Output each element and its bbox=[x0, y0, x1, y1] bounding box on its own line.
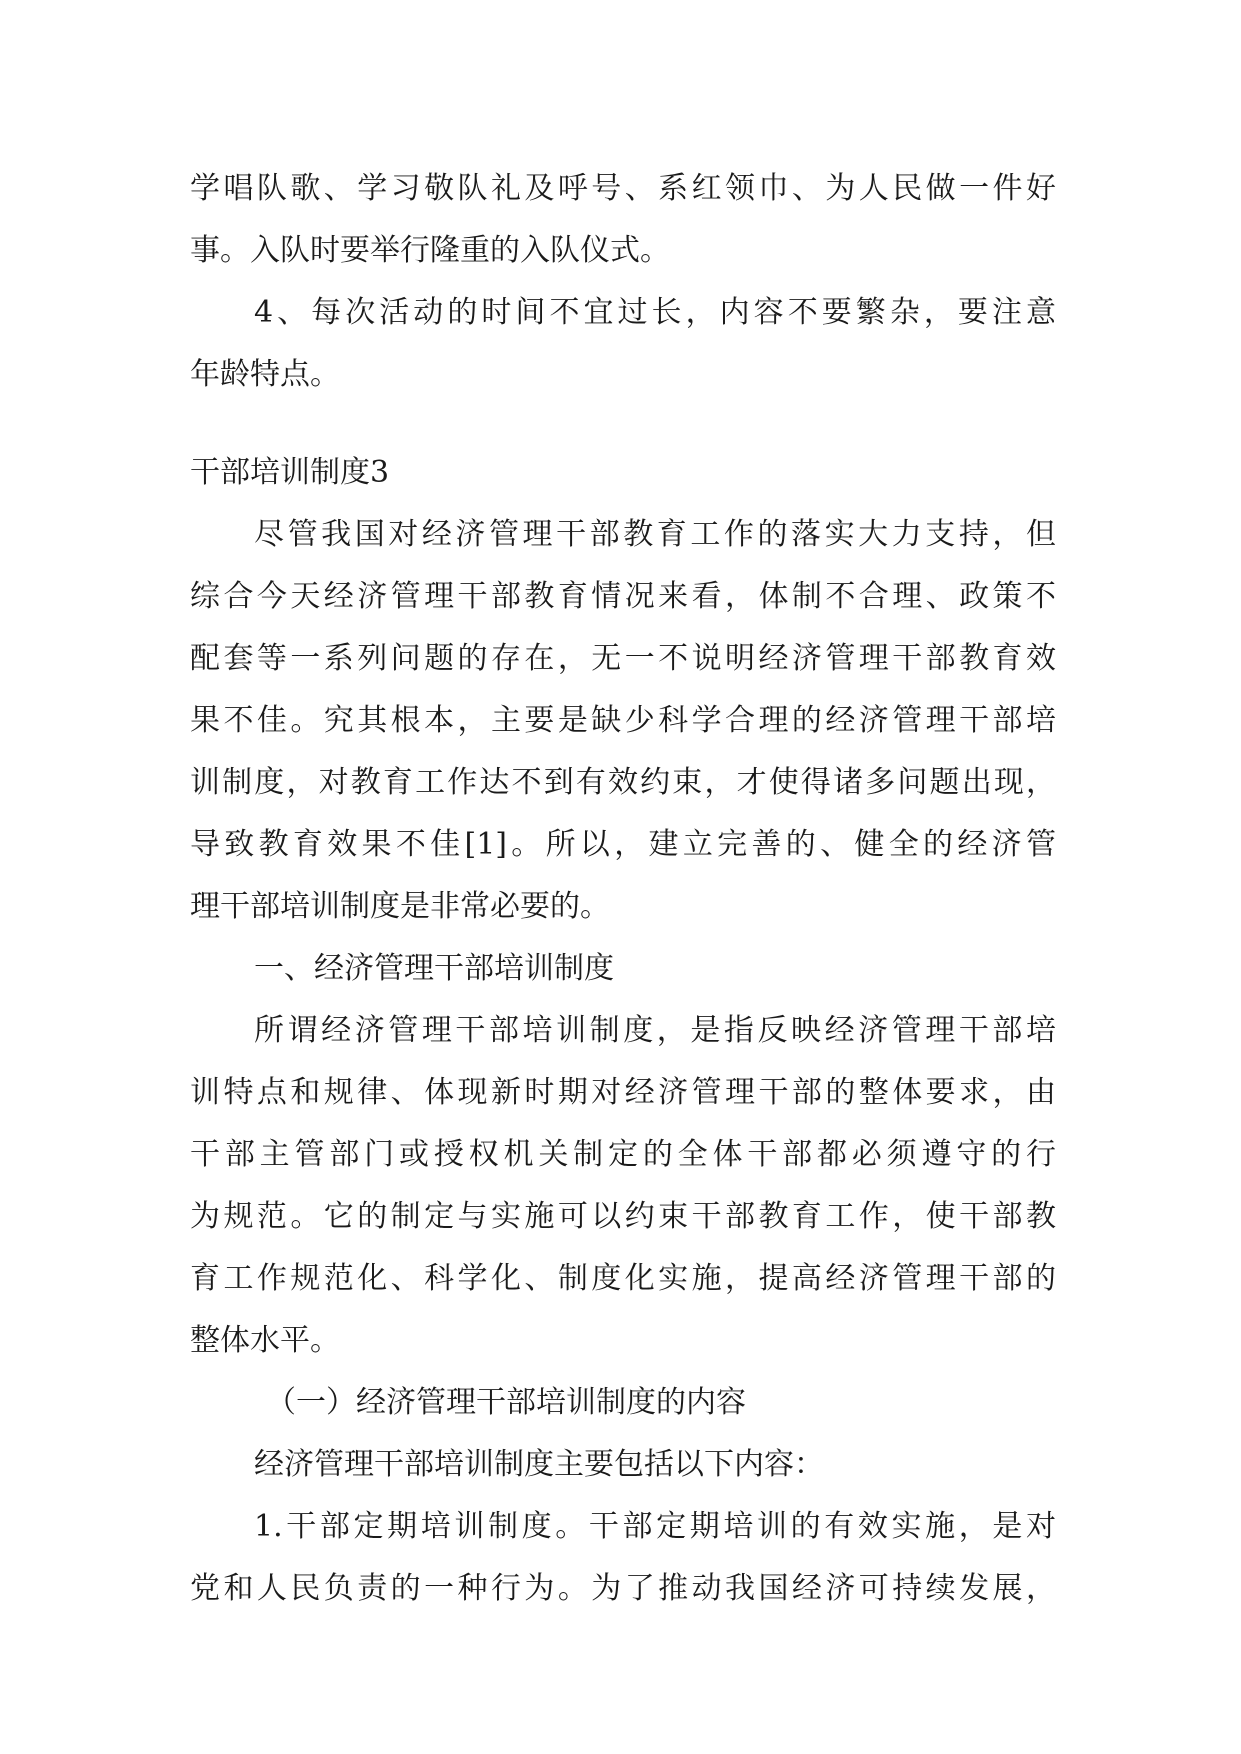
paragraph-line: 党和人民负责的一种行为。为了推动我国经济可持续发展， bbox=[190, 1571, 1056, 1606]
paragraph-line: 1.干部定期培训制度。干部定期培训的有效实施，是对 bbox=[254, 1509, 1056, 1544]
paragraph-line: 经济管理干部培训制度主要包括以下内容： bbox=[254, 1447, 824, 1482]
paragraph-line: 所谓经济管理干部培训制度，是指反映经济管理干部培 bbox=[254, 1013, 1056, 1048]
paragraph-line: 综合今天经济管理干部教育情况来看，体制不合理、政策不 bbox=[190, 579, 1056, 614]
paragraph-line: 年龄特点。 bbox=[190, 357, 340, 392]
paragraph-line: 整体水平。 bbox=[190, 1323, 340, 1358]
subsection-heading: （一）经济管理干部培训制度的内容 bbox=[266, 1385, 746, 1420]
paragraph-line: 导致教育效果不佳[1]。所以，建立完善的、健全的经济管 bbox=[190, 827, 1056, 862]
paragraph-line: 事。入队时要举行隆重的入队仪式。 bbox=[190, 233, 670, 268]
section-heading: 干部培训制度3 bbox=[190, 455, 390, 490]
paragraph-line: 训制度，对教育工作达不到有效约束，才使得诸多问题出现， bbox=[190, 765, 1056, 800]
paragraph-line: 学唱队歌、学习敬队礼及呼号、系红领巾、为人民做一件好 bbox=[190, 171, 1056, 206]
paragraph-line: 配套等一系列问题的存在，无一不说明经济管理干部教育效 bbox=[190, 641, 1056, 676]
paragraph-line: 尽管我国对经济管理干部教育工作的落实大力支持，但 bbox=[254, 517, 1056, 552]
paragraph-line: 干部主管部门或授权机关制定的全体干部都必须遵守的行 bbox=[190, 1137, 1056, 1172]
paragraph-line: 果不佳。究其根本，主要是缺少科学合理的经济管理干部培 bbox=[190, 703, 1056, 738]
paragraph-line: 训特点和规律、体现新时期对经济管理干部的整体要求，由 bbox=[190, 1075, 1056, 1110]
paragraph-line: 理干部培训制度是非常必要的。 bbox=[190, 889, 610, 924]
subsection-heading: 一、经济管理干部培训制度 bbox=[254, 951, 614, 986]
section-gap bbox=[190, 406, 1056, 442]
paragraph-line: 为规范。它的制定与实施可以约束干部教育工作，使干部教 bbox=[190, 1199, 1056, 1234]
paragraph-line: 育工作规范化、科学化、制度化实施，提高经济管理干部的 bbox=[190, 1261, 1056, 1296]
paragraph-line: 4、每次活动的时间不宜过长，内容不要繁杂，要注意 bbox=[254, 295, 1056, 330]
document-body bbox=[190, 158, 1056, 1620]
